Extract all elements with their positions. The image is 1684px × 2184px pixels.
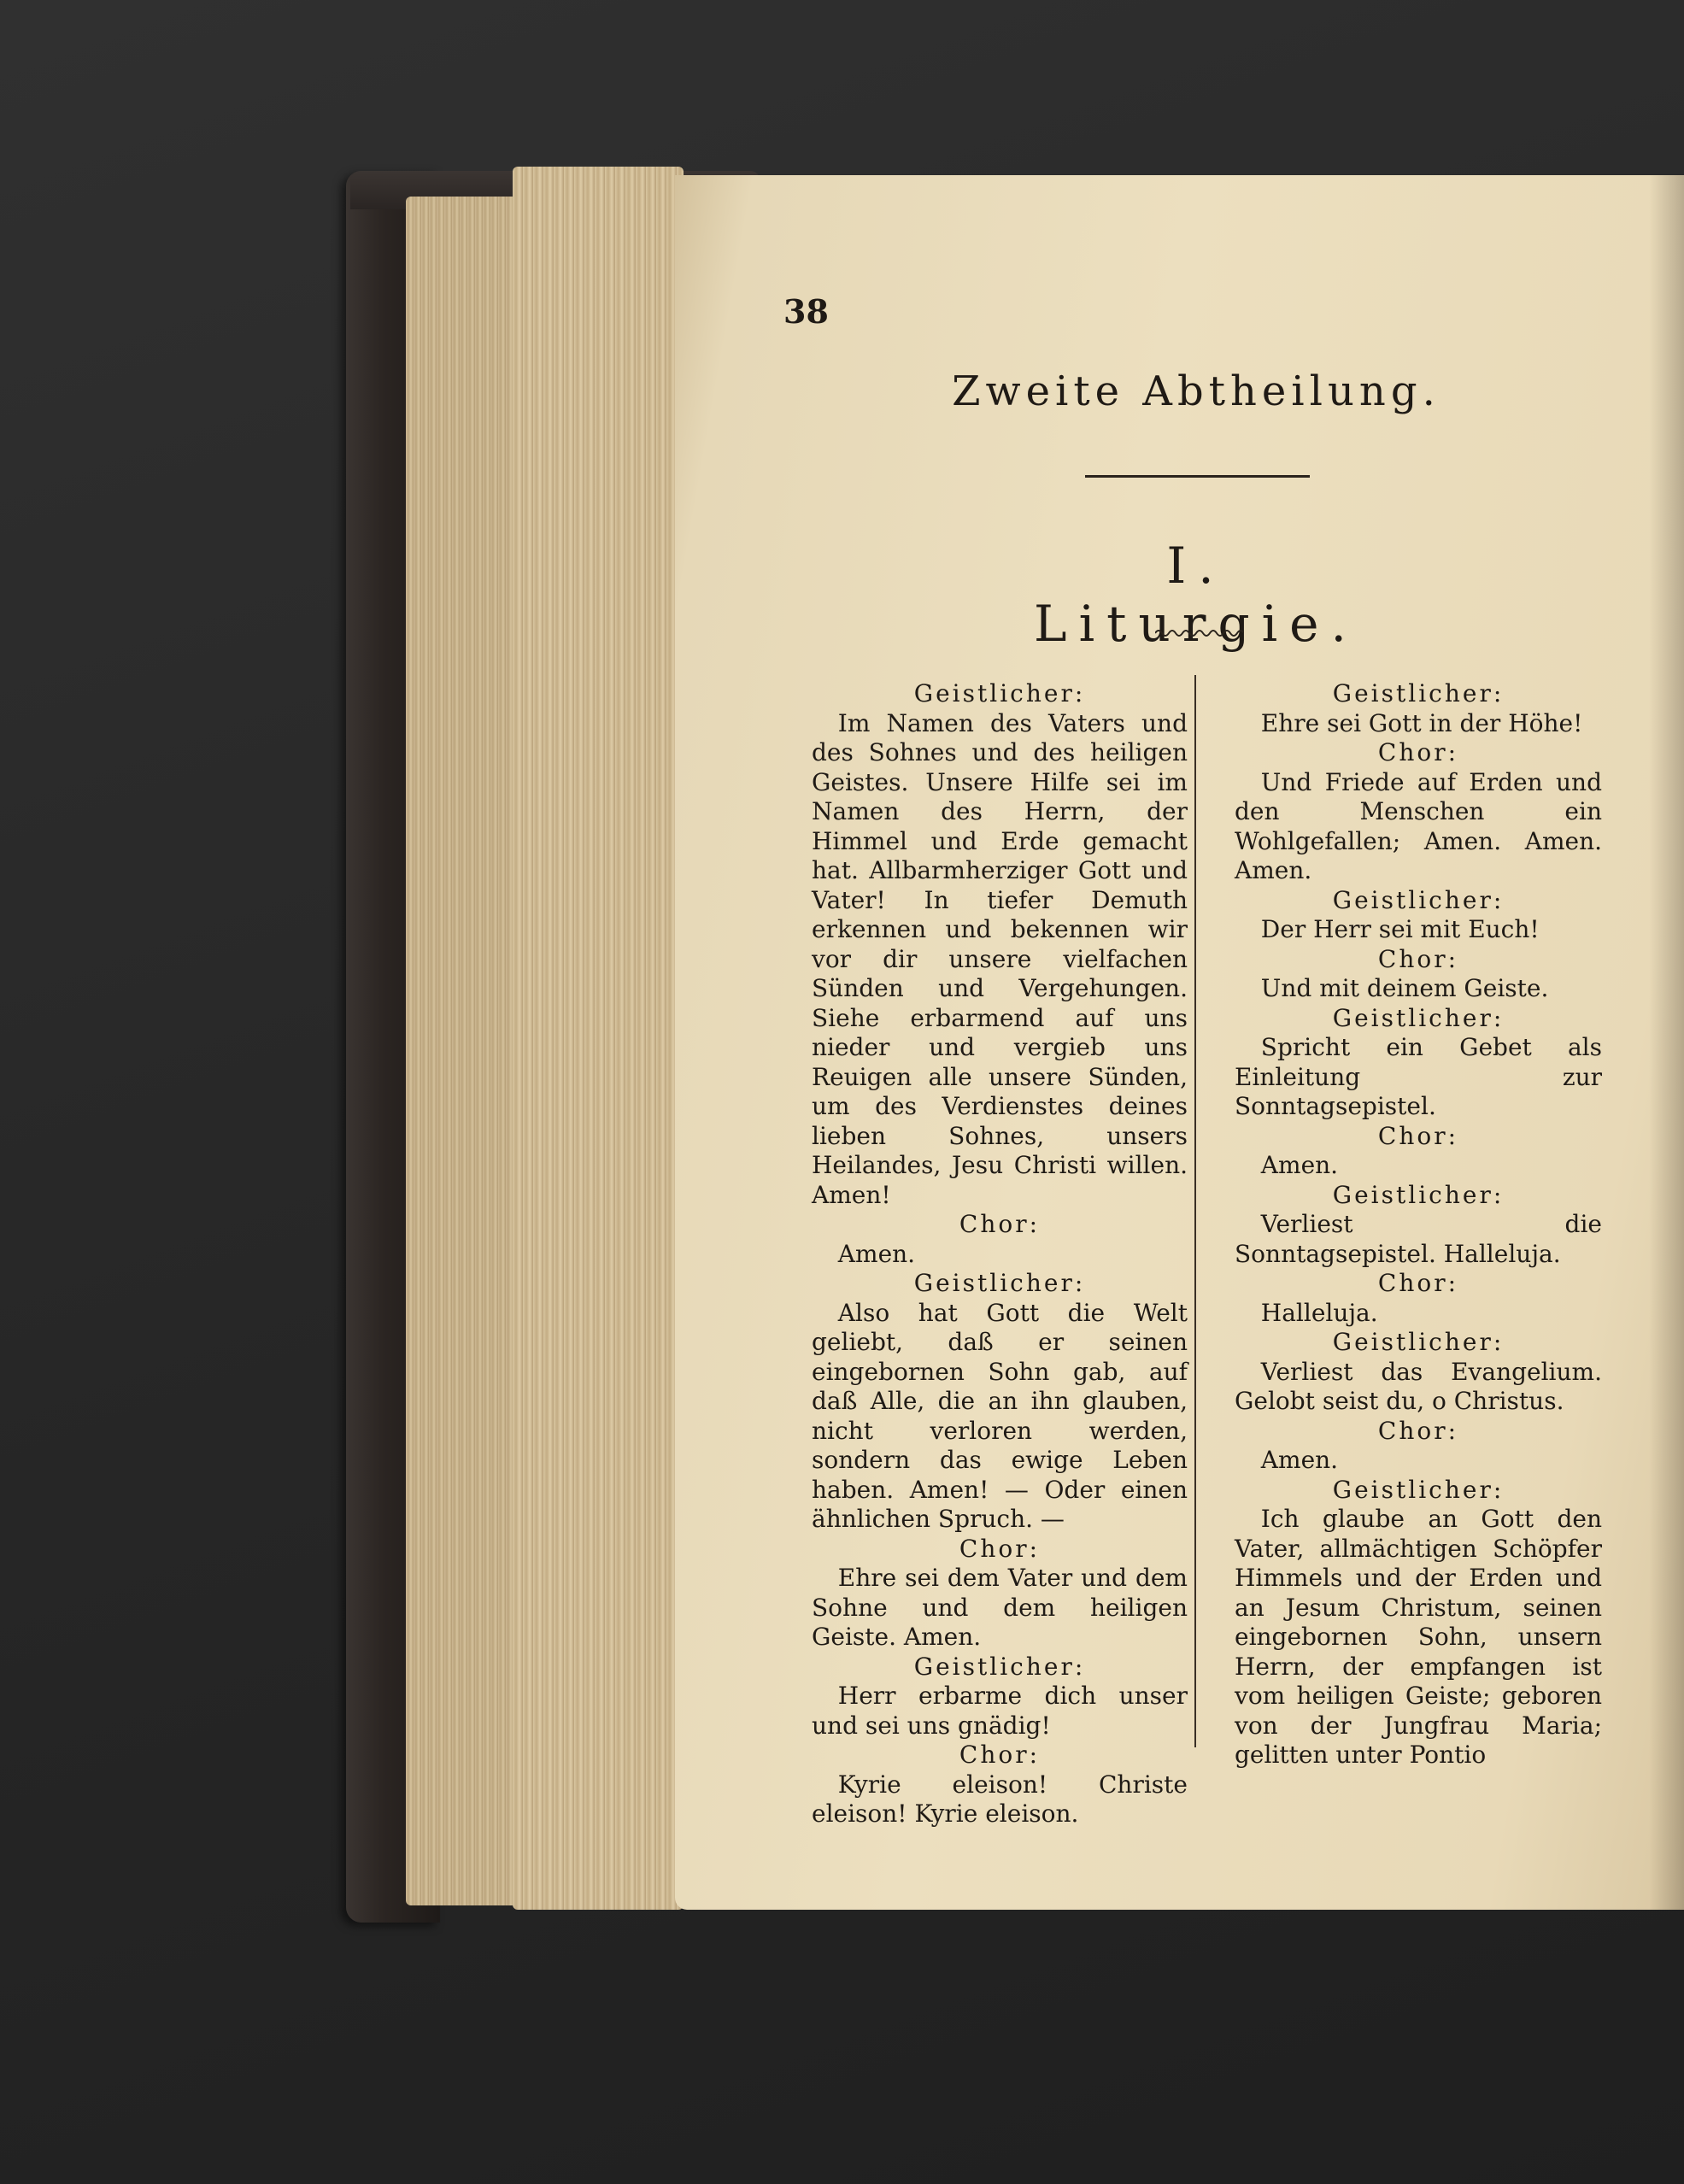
- liturgy-text: Und Friede auf Erden und den Menschen ein Wohlgefallen; Amen. Amen. Amen.: [1235, 767, 1602, 884]
- speaker-label: Geistlicher:: [1332, 1003, 1505, 1032]
- speaker-label: Geistlicher:: [1332, 1328, 1505, 1356]
- title-rule: [1085, 475, 1310, 478]
- liturgy-text: Ehre sei Gott in der Höhe!: [1260, 708, 1583, 737]
- liturgy-text: Amen.: [1260, 1151, 1339, 1179]
- right-column: [1235, 679, 1602, 1770]
- speaker-label: Geistlicher:: [1332, 885, 1505, 914]
- speaker-label: Chor:: [1377, 738, 1459, 766]
- liturgy-text: Herr erbarme dich unser und sei uns gnädig!: [812, 1682, 1188, 1740]
- liturgy-text: Im Namen des Vaters und des Sohnes und des heiligen Geistes. Unsere Hilfe sei im Namen des Herrn, der Himmel und Erde gemacht hat. Allbarmherziger Gott und Vater! In tiefer Demuth erkennen und bekennen wir vor dir unsere vielfachen Sünden und Vergehungen. Siehe erbarmend auf uns nieder und vergieb uns Reuigen alle unsere Sünden, um des Verdienstes deines lieben Sohnes, unsers Heilandes, Jesu Christi willen. Amen!: [812, 708, 1188, 1209]
- column-divider: [1194, 675, 1196, 1747]
- liturgy-text: Verliest das Evangelium. Gelobt seist du, o Christus.: [1235, 1357, 1602, 1415]
- section-title: I. Liturgie.: [1034, 537, 1358, 653]
- speaker-label: Chor:: [959, 1741, 1041, 1769]
- liturgy-text: Verliest die Sonntagsepistel. Halleluja.: [1235, 1210, 1602, 1268]
- page-gutter-shadow: [1649, 175, 1684, 1910]
- speaker-label: Chor:: [1377, 1121, 1459, 1150]
- speaker-label: Chor:: [1377, 944, 1459, 973]
- speaker-label: Geistlicher:: [1332, 1475, 1505, 1504]
- left-column: [812, 679, 1188, 1829]
- liturgy-text: Kyrie eleison! Christe eleison! Kyrie eleison.: [812, 1770, 1188, 1828]
- speaker-label: Chor:: [1377, 1269, 1459, 1297]
- liturgy-text: Also hat Gott die Welt geliebt, daß er seinen eingebornen Sohn gab, auf daß Alle, die an ihn glauben, nicht verloren werden, sondern das ewige Leben haben. Amen! — Oder einen ähnlichen Spruch. —: [812, 1298, 1188, 1533]
- speaker-label: Geistlicher:: [1332, 1180, 1505, 1209]
- speaker-label: Chor:: [959, 1210, 1041, 1238]
- page-number: 38: [783, 292, 829, 331]
- speaker-label: Geistlicher:: [1332, 679, 1505, 707]
- page-block-front-edges: [513, 167, 684, 1910]
- liturgy-text: Ehre sei dem Vater und dem Sohne und dem heiligen Geiste. Amen.: [812, 1564, 1188, 1651]
- liturgy-text: Und mit deinem Geiste.: [1260, 974, 1549, 1002]
- liturgy-text: Amen.: [837, 1239, 916, 1268]
- speaker-label: Geistlicher:: [913, 679, 1086, 707]
- speaker-label: Chor:: [1377, 1416, 1459, 1445]
- speaker-label: Chor:: [959, 1534, 1041, 1563]
- speaker-label: Geistlicher:: [913, 1652, 1086, 1681]
- liturgy-text: Halleluja.: [1260, 1298, 1378, 1327]
- division-title: Zweite Abtheilung.: [952, 367, 1440, 415]
- ornament-squiggle: [1155, 628, 1244, 638]
- speaker-label: Geistlicher:: [913, 1269, 1086, 1297]
- liturgy-text: Ich glaube an Gott den Vater, allmächtigen Schöpfer Himmels und der Erden und an Jesum Christum, seinen eingebornen Sohn, unsern Herrn, der empfangen ist vom heiligen Geiste; geboren von der Jungfrau Maria; gelitten unter Pontio: [1235, 1505, 1602, 1769]
- liturgy-text: Spricht ein Gebet als Einleitung zur Sonntagsepistel.: [1235, 1033, 1602, 1120]
- liturgy-text: Amen.: [1260, 1446, 1339, 1474]
- liturgy-text: Der Herr sei mit Euch!: [1260, 915, 1540, 943]
